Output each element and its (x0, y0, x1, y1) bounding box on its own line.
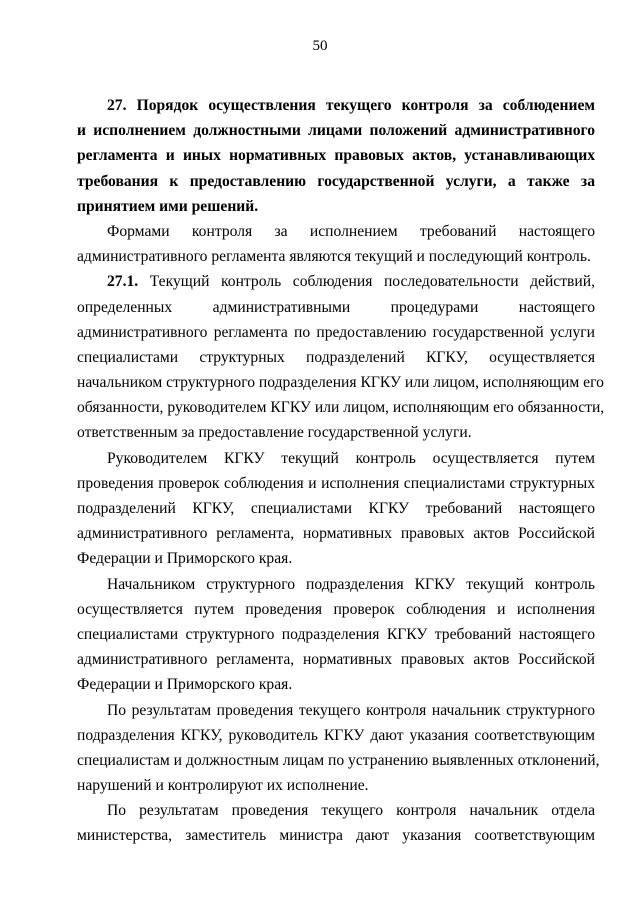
paragraph-line: подразделения КГКУ, руководитель КГКУ дают указания соответствующим (77, 726, 595, 744)
paragraph-line: определенных административными процедурами настоящего (77, 298, 595, 316)
paragraph-line: административного регламента по предоставлению государственной услуги (77, 323, 595, 341)
paragraph-line: По результатам проведения текущего контроля начальник структурного (107, 701, 595, 719)
paragraph-line: Федерации и Приморского края. (77, 550, 293, 568)
page-number: 50 (312, 38, 328, 54)
paragraph (77, 219, 595, 269)
section-number: 27.1. (107, 273, 139, 291)
paragraph-line: По результатам проведения текущего контроля начальник отдела (107, 802, 595, 820)
paragraph-line: Формами контроля за исполнением требований настоящего (107, 222, 595, 240)
section-heading (77, 93, 595, 219)
paragraph-line (77, 269, 595, 294)
heading-line: требования к предоставлению государственной услуги, а также за (77, 172, 595, 190)
paragraph-text: Текущий контроль соблюдения последовательности действий, (138, 273, 595, 291)
heading-line: и исполнением должностными лицами положений административного (77, 122, 595, 140)
heading-line: принятием ими решений. (77, 197, 259, 215)
heading-line: 27. Порядок осуществления текущего контроля за соблюдением (107, 97, 595, 114)
paragraph-line: специалистам и должностным лицам по устранению выявленных отклонений, (77, 751, 600, 769)
paragraph-line: административного регламента являются текущий и последующий контроль. (77, 248, 591, 266)
paragraph-line: специалистами структурного подразделения КГКУ требований настоящего (77, 625, 595, 643)
paragraph-line: осуществляется путем проведения проверок соблюдения и исполнения (77, 600, 595, 618)
heading-line: регламента и иных нормативных правовых актов, устанавливающих (77, 147, 595, 165)
paragraph-line: административного регламента, нормативных правовых актов Российской (77, 525, 595, 543)
paragraph-line: Федерации и Приморского края. (77, 676, 293, 694)
paragraph-line: подразделений КГКУ, специалистами КГКУ требований настоящего (77, 500, 595, 517)
paragraph-line: обязанности, руководителем КГКУ или лицом, исполняющим его обязанности, (77, 399, 605, 417)
paragraph-line: административного регламента, нормативных правовых актов Российской (77, 651, 595, 669)
paragraph-line: ответственным за предоставление государственной услуги. (77, 424, 472, 442)
paragraph (77, 446, 595, 572)
paragraph (77, 698, 600, 799)
paragraph-line: нарушений и контролируют их исполнение. (77, 777, 369, 795)
paragraph (77, 798, 595, 848)
paragraph-line: проведения проверок соблюдения и исполнения специалистами структурных (77, 474, 595, 492)
paragraph-line: Начальником структурного подразделения КГКУ текущий контроль (107, 575, 595, 593)
document-body (77, 93, 605, 849)
paragraph-line: начальником структурного подразделения КГКУ или лицом, исполняющим его (77, 374, 604, 392)
paragraph-line: министерства, заместитель министра дают указания соответствующим (77, 827, 595, 845)
paragraph (77, 572, 595, 698)
paragraph-line: Руководителем КГКУ текущий контроль осуществляется путем (107, 449, 595, 467)
paragraph (77, 269, 605, 445)
paragraph-line: специалистами структурных подразделений КГКУ, осуществляется (77, 348, 595, 366)
